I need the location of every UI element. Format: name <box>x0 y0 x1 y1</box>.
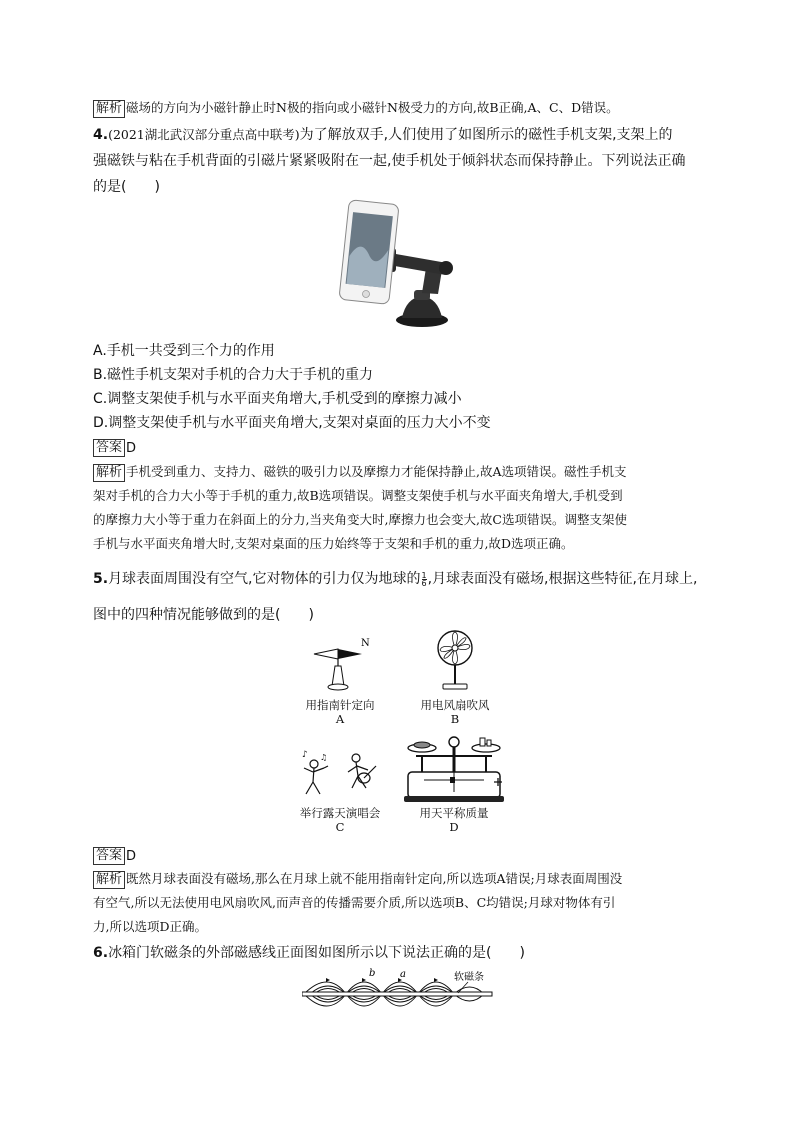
compass-n-label: N <box>361 638 370 649</box>
q4-answer <box>93 437 136 457</box>
q6-stem <box>93 942 525 962</box>
fan-figure <box>430 628 480 692</box>
explanation-tag: 解析 <box>93 100 125 118</box>
guitarist-icon <box>348 754 376 788</box>
fraction-denominator: 6 <box>421 578 427 588</box>
fraction-numerator: 1 <box>421 570 427 580</box>
q5-stem-line-2: 图中的四种情况能够做到的是( ) <box>93 607 314 623</box>
q4-stem-line-1 <box>93 124 673 144</box>
figure-a-caption: 用指南针定向 <box>305 698 375 712</box>
label-b: b <box>369 968 376 979</box>
figure-b-caption: 用电风扇吹风 <box>420 698 490 712</box>
q5-stem-line-1 <box>93 568 697 588</box>
q4-option-c: C.调整支架使手机与水平面夹角增大,手机受到的摩擦力减小 <box>93 391 462 407</box>
q4-explanation-line-1: 手机受到重力、支持力、磁铁的吸引力以及摩擦力才能保持静止,故A选项错误。磁性手机支 <box>126 464 627 479</box>
field-arrows <box>326 978 438 982</box>
magnetic-strip-figure <box>302 966 502 1016</box>
q5-explanation-line-2: 有空气,所以无法使用电风扇吹风,而声音的传播需要介质,所以选项B、C均错误;月球对物体有引 <box>93 895 616 910</box>
q4-explanation <box>93 462 627 482</box>
q4-stem-1: 为了解放双手,人们使用了如图所示的磁性手机支架,支架上的 <box>299 127 673 143</box>
q5-answer-value: D <box>126 849 137 864</box>
phone <box>339 200 399 305</box>
q4-stem-line-2: 强磁铁与粘在手机背面的引磁片紧紧吸附在一起,使手机处于倾斜状态而保持静止。下列说法正确 <box>93 153 686 169</box>
q4-source: (2021湖北武汉部分重点高中联考) <box>108 127 300 142</box>
one-sixth-fraction <box>422 572 427 587</box>
concert-figure <box>298 748 382 798</box>
q5-explanation <box>93 869 622 889</box>
balance-figure <box>402 732 506 804</box>
answer-tag: 答案 <box>93 439 125 457</box>
q4-option-b: B.磁性手机支架对手机的合力大于手机的重力 <box>93 367 374 383</box>
figure-c-caption: 举行露天演唱会 <box>299 806 381 820</box>
q4-answer-value: D <box>126 441 137 456</box>
label-a: a <box>400 969 406 980</box>
q5-number: 5. <box>93 571 109 587</box>
q4-explanation-line-3: 的摩擦力大小等于重力在斜面上的分力,当夹角变大时,摩擦力也会变大,故C选项错误。调整支架使 <box>93 512 627 527</box>
q5-explanation-line-3: 力,所以选项D正确。 <box>93 919 207 934</box>
q3-explanation <box>93 98 619 118</box>
q4-explanation-line-2: 架对手机的合力大小等于手机的重力,故B选项错误。调整支架使手机与水平面夹角增大,手机受到 <box>93 488 623 503</box>
q6-stem-text: 冰箱门软磁条的外部磁感线正面图如图所示以下说法正确的是( ) <box>108 945 525 961</box>
q3-explanation-text: 磁场的方向为小磁针静止时N极的指向或小磁针N极受力的方向,故B正确,A、C、D错误。 <box>126 100 619 115</box>
compass-figure <box>304 636 374 694</box>
figure-c-letter: C <box>335 820 345 834</box>
svg-text:♪: ♪ <box>302 750 308 760</box>
explanation-tag: 解析 <box>93 464 125 482</box>
figure-b-letter: B <box>450 712 460 726</box>
svg-text:♫: ♫ <box>320 753 328 762</box>
q5-answer <box>93 845 136 865</box>
label-soft-strip: 软磁条 <box>454 972 484 983</box>
q4-stem-line-3: 的是( ) <box>93 179 160 195</box>
soft-magnetic-strip <box>302 992 492 996</box>
q5-stem-1a: 月球表面周围没有空气,它对物体的引力仅为地球的 <box>108 571 421 587</box>
q4-option-a: A.手机一共受到三个力的作用 <box>93 343 275 359</box>
q4-explanation-line-4: 手机与水平面夹角增大时,支架对桌面的压力始终等于支架和手机的重力,故D选项正确。 <box>93 536 574 551</box>
figure-d-caption: 用天平称质量 <box>419 806 489 820</box>
q4-option-d: D.调整支架使手机与水平面夹角增大,支架对桌面的压力大小不变 <box>93 415 491 431</box>
q4-number: 4. <box>93 127 109 143</box>
q5-stem-1b: ,月球表面没有磁场,根据这些特征,在月球上, <box>427 571 698 587</box>
suction-base <box>396 290 448 327</box>
answer-tag: 答案 <box>93 847 125 865</box>
figure-d-letter: D <box>449 820 459 834</box>
singer-icon <box>302 750 328 794</box>
phone-holder-figure <box>330 198 460 330</box>
figure-a-letter: A <box>335 712 345 726</box>
explanation-tag: 解析 <box>93 871 125 889</box>
q5-explanation-line-1: 既然月球表面没有磁场,那么在月球上就不能用指南针定向,所以选项A错误;月球表面周围没 <box>126 871 623 886</box>
q6-number: 6. <box>93 945 109 961</box>
